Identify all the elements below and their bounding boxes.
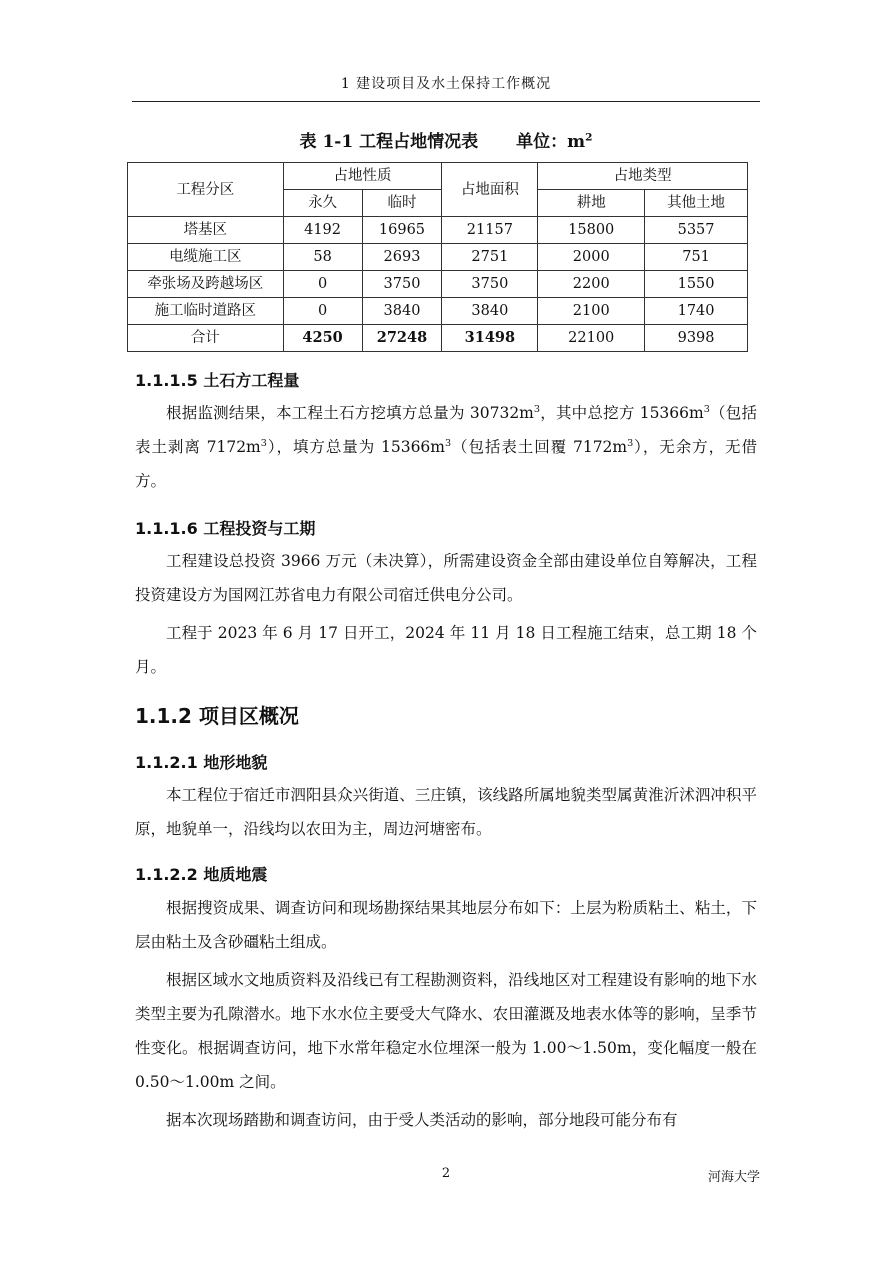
table-cell: 塔基区 (128, 217, 284, 244)
section-heading-1-1-1-5: 1.1.1.5 土石方工程量 (135, 371, 300, 390)
paragraph-schedule: 工程于 2023 年 6 月 17 日开工，2024 年 11 月 18 日工程施工结束，总工期 18 个月。 (135, 624, 757, 676)
paragraph-groundwater: 根据区域水文地质资料及沿线已有工程勘测资料，沿线地区对工程建设有影响的地下水类型主要为孔隙潜水。地下水水位主要受大气降水、农田灌溉及地表水体等的影响，呈季节性变化。根据调查访问，地下水常年稳定水位埋深一般为 1.00～1.50m，变化幅度一般在 0.50～1.00m 之间。 (135, 971, 757, 1091)
table-cell: 15800 (538, 217, 645, 244)
table-row (128, 298, 748, 325)
table-total-row (128, 325, 748, 352)
section-heading-1-1-2-2: 1.1.2.2 地质地震 (135, 865, 268, 884)
text-run: （包括表土回覆 7172m (451, 438, 628, 456)
text-run: （包括表土剥离 7172m (135, 404, 757, 456)
table-cell: 2100 (538, 298, 645, 325)
superscript: 3 (260, 437, 267, 449)
section-body-geology (135, 891, 757, 1141)
page-number: 2 (441, 1166, 451, 1181)
table-cell: 22100 (538, 325, 645, 352)
table-cell: 2751 (442, 244, 538, 271)
table-caption-name: 表 1-1 工程占地情况表 (299, 132, 479, 152)
table-cell: 16965 (362, 217, 442, 244)
table-cell: 751 (645, 244, 748, 271)
table-cell: 1550 (645, 271, 748, 298)
table-cell: 电缆施工区 (128, 244, 284, 271)
table-cell: 3750 (362, 271, 442, 298)
section-heading-1-1-2: 1.1.2 项目区概况 (135, 704, 299, 728)
paragraph-strata: 根据搜资成果、调查访问和现场勘探结果其地层分布如下：上层为粉质粘土、粘土，下层由粘土及含砂礓粘土组成。 (135, 899, 757, 951)
table-row (128, 244, 748, 271)
running-header: 1 建设项目及水土保持工作概况 (340, 76, 552, 92)
table-cell: 4250 (283, 325, 362, 352)
section-body-investment (135, 544, 757, 688)
table-cell: 3840 (362, 298, 442, 325)
header-nature: 占地性质 (283, 163, 442, 190)
table-cell: 27248 (362, 325, 442, 352)
table-cell: 3840 (442, 298, 538, 325)
table-cell: 58 (283, 244, 362, 271)
table-cell: 2693 (362, 244, 442, 271)
header-zone: 工程分区 (128, 163, 284, 217)
table-row (128, 217, 748, 244)
section-heading-1-1-1-6: 1.1.1.6 工程投资与工期 (135, 519, 316, 538)
footer-university: 河海大学 (707, 1170, 760, 1185)
section-heading-1-1-2-1: 1.1.2.1 地形地貌 (135, 753, 268, 772)
paragraph-earthwork (135, 396, 757, 498)
land-occupation-table (127, 162, 748, 352)
superscript: 3 (627, 437, 634, 449)
text-run: ），填方总量为 15366m (266, 438, 445, 456)
table-cell: 4192 (283, 217, 362, 244)
superscript: 3 (533, 403, 540, 415)
table-row (128, 271, 748, 298)
table-cell: 21157 (442, 217, 538, 244)
paragraph-investment: 工程建设总投资 3966 万元（未决算），所需建设资金全部由建设单位自筹解决，工程投资建设方为国网江苏省电力有限公司宿迁供电分公司。 (135, 552, 757, 604)
table-cell: 2200 (538, 271, 645, 298)
text-run: ），无余方，无借方。 (135, 438, 757, 490)
header-temporary: 临时 (362, 190, 442, 217)
header-area: 占地面积 (442, 163, 538, 217)
table-header-row (128, 163, 748, 190)
table-cell: 1740 (645, 298, 748, 325)
table-caption-unit: 单位：m (516, 132, 586, 152)
table-cell: 2000 (538, 244, 645, 271)
table-cell: 0 (283, 298, 362, 325)
paragraph-terrain: 本工程位于宿迁市泗阳县众兴街道、三庄镇，该线路所属地貌类型属黄淮沂沭泗冲积平原，地貌单一，沿线均以农田为主，周边河塘密布。 (135, 786, 757, 838)
superscript: 3 (703, 403, 710, 415)
table-cell: 5357 (645, 217, 748, 244)
table-caption-unit-sup: 2 (585, 131, 593, 144)
text-run: 根据监测结果，本工程土石方挖填方总量为 30732m (166, 404, 534, 422)
header-other-land: 其他土地 (645, 190, 748, 217)
paragraph-survey: 据本次现场踏勘和调查访问，由于受人类活动的影响，部分地段可能分布有 (166, 1111, 678, 1129)
header-rule (132, 101, 760, 102)
header-farmland: 耕地 (538, 190, 645, 217)
table-cell: 9398 (645, 325, 748, 352)
table-caption (132, 127, 760, 152)
table-cell: 3750 (442, 271, 538, 298)
header-permanent: 永久 (283, 190, 362, 217)
table-cell: 合计 (128, 325, 284, 352)
superscript: 3 (445, 437, 452, 449)
table-cell: 0 (283, 271, 362, 298)
table-cell: 施工临时道路区 (128, 298, 284, 325)
table-cell: 牵张场及跨越场区 (128, 271, 284, 298)
header-type: 占地类型 (538, 163, 748, 190)
text-run: ，其中总挖方 15366m (540, 404, 704, 422)
table-cell: 31498 (442, 325, 538, 352)
